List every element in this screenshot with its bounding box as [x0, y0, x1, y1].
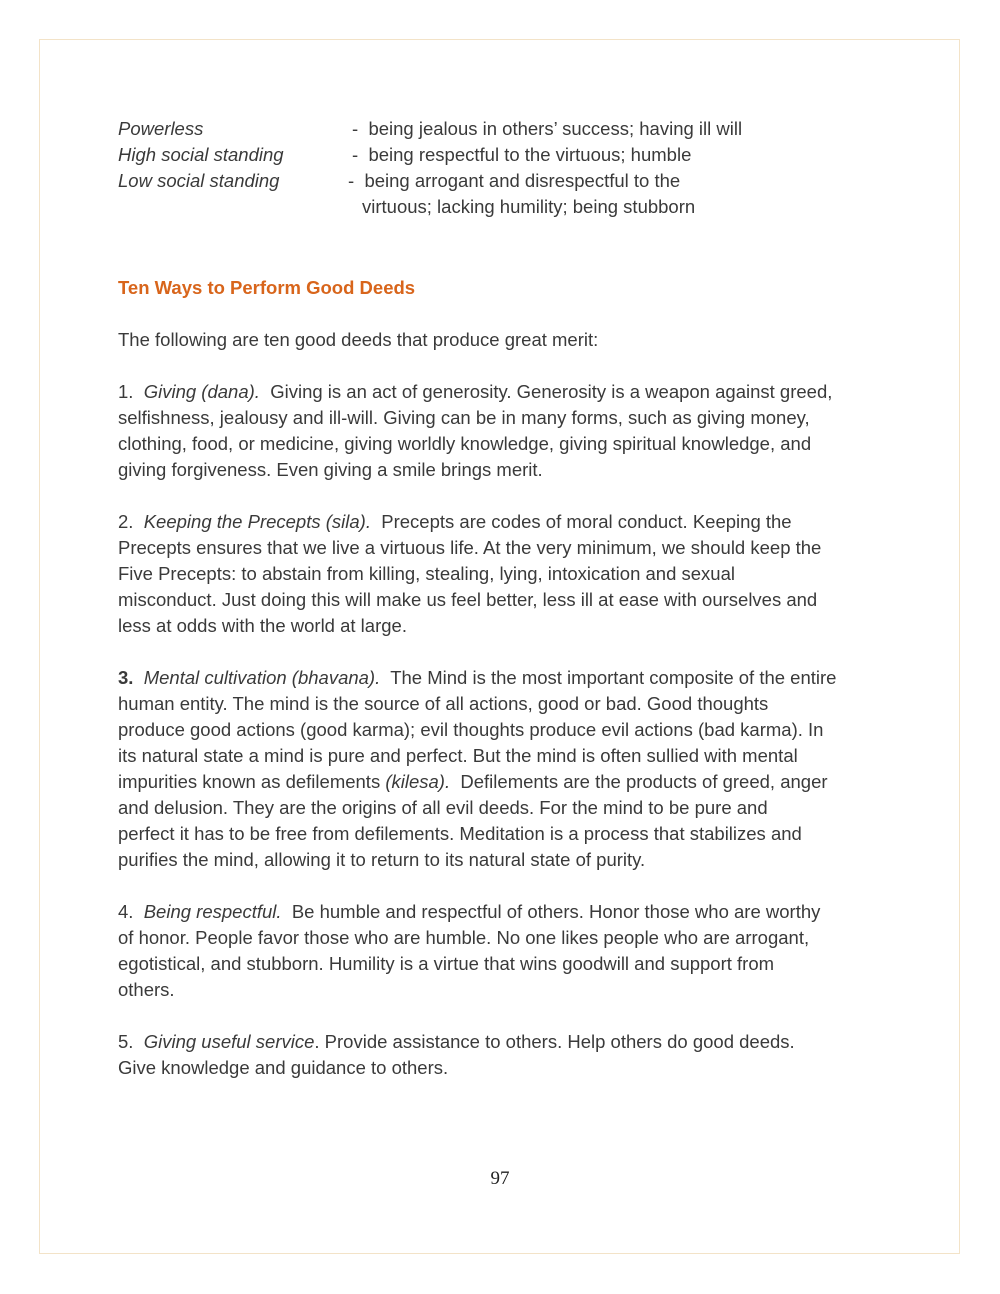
deed-precepts: 2. Keeping the Precepts (sila). Precepts are codes of moral conduct. Keeping the Precepts ensures that we live a virtuous life. At the very minimum, we should keep the Five Precepts: to abstain from killing, stealing, lying, intoxication and sexual misconduct. Just doing this will make us feel better, less ill at ease with ourselves and less at odds with the world at large.: [118, 511, 822, 636]
deed-title: Giving (dana).: [143, 381, 260, 402]
deed-giving: 1. Giving (dana). Giving is an act of generosity. Generosity is a weapon against greed, selfishness, jealousy and ill-will. Giving can be in many forms, such as giving money, clothing, food, or medicine, giving worldly knowledge, giving spiritual knowledge, and giving forgiveness. Even giving a smile brings merit.: [118, 381, 833, 480]
deed-number: 5.: [118, 1031, 134, 1052]
karma-description: - being jealous in others’ success; having ill will: [352, 118, 743, 139]
deed-title: Keeping the Precepts (sila).: [143, 511, 371, 532]
deed-mental-cultivation: 3. Mental cultivation (bhavana). The Mind is the most important composite of the entire human entity. The mind is the source of all actions, good or bad. Good thoughts produce good actions (good karma); evil thoughts produce evil actions (bad karma). In its natural state a mind is pure and perfect. But the mind is often sullied with mental impurities known as defilements (kilesa). Defilements are the products of greed, anger and delusion. They are the origins of all evil deeds. For the mind to be pure and perfect it has to be free from defilements. Meditation is a process that stabilizes and purifies the mind, allowing it to return to its natural state of purity.: [118, 667, 837, 870]
pali-term: (kilesa).: [385, 771, 451, 792]
karma-description: - being respectful to the virtuous; humble: [352, 144, 692, 165]
karma-row-powerless: [118, 116, 898, 142]
section-intro: The following are ten good deeds that produce great merit:: [118, 329, 599, 350]
karma-term: Low social standing: [118, 170, 280, 191]
karma-row-low-standing: [118, 168, 898, 194]
deed-title: Mental cultivation (bhavana).: [143, 667, 381, 688]
deed-useful-service: 5. Giving useful service. Provide assistance to others. Help others do good deeds. Give knowledge and guidance to others.: [118, 1031, 795, 1078]
karma-row-low-standing-continued: [118, 194, 898, 220]
deed-number: 3.: [118, 667, 134, 688]
deed-number: 1.: [118, 381, 134, 402]
deed-number: 2.: [118, 511, 134, 532]
deed-being-respectful: 4. Being respectful. Be humble and respectful of others. Honor those who are worthy of honor. People favor those who are humble. No one likes people who are arrogant, egotistical, and stubborn. Humility is a virtue that wins goodwill and support from others.: [118, 901, 821, 1000]
deed-number: 4.: [118, 901, 134, 922]
karma-description-continuation: virtuous; lacking humility; being stubborn: [362, 196, 696, 217]
page-number: 97: [490, 1168, 510, 1189]
deed-title: Being respectful.: [143, 901, 282, 922]
section-heading: Ten Ways to Perform Good Deeds: [118, 277, 416, 298]
karma-term: Powerless: [118, 118, 204, 139]
karma-row-high-standing: [118, 142, 898, 168]
karma-description: - being arrogant and disrespectful to the: [348, 170, 681, 191]
page-content: [118, 116, 898, 1081]
deed-title: Giving useful service: [143, 1031, 315, 1052]
karma-term: High social standing: [118, 144, 284, 165]
